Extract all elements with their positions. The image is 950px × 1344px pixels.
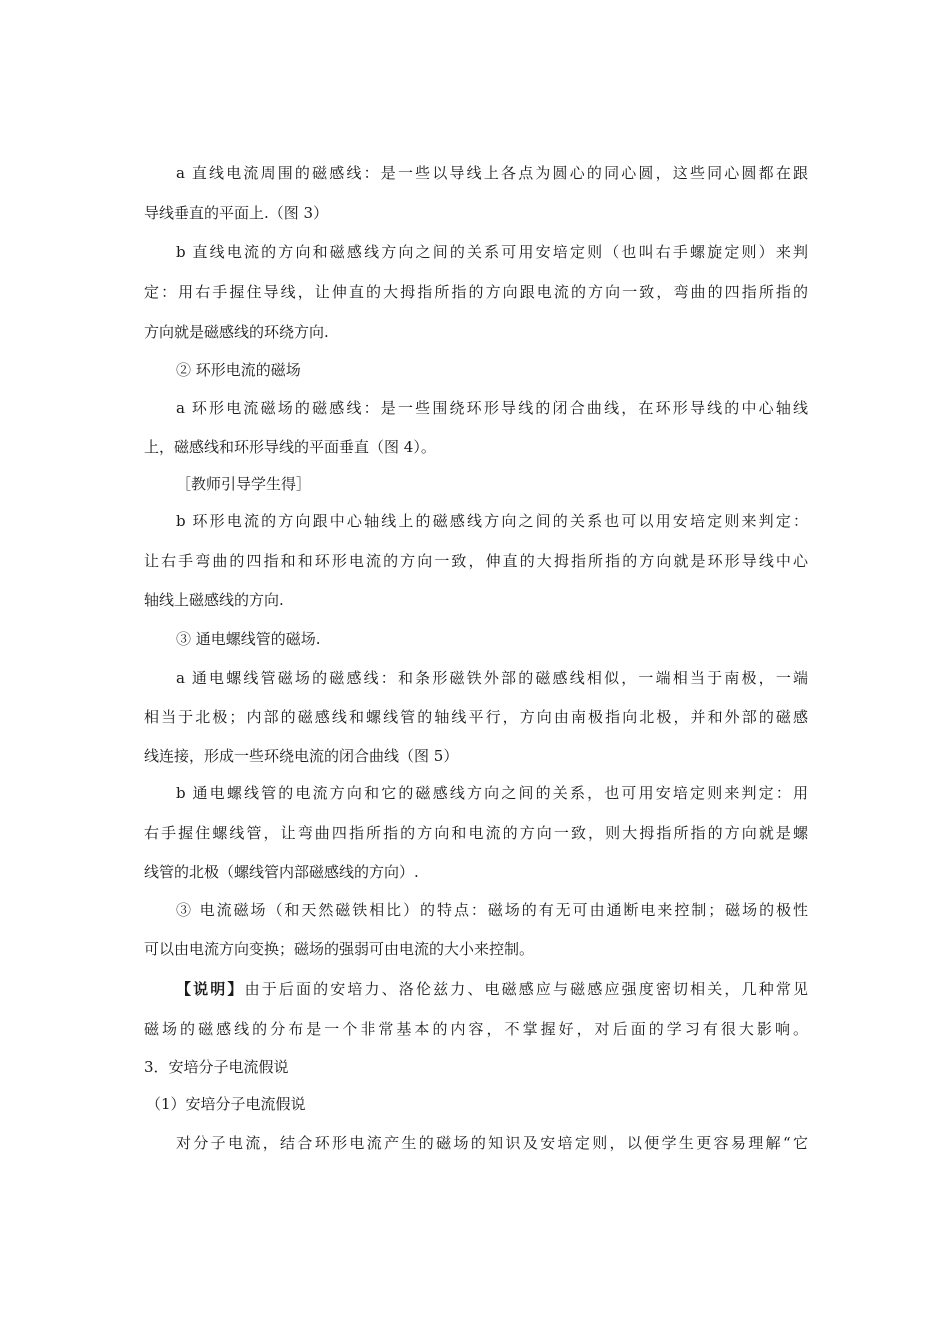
paragraph-line: 让右手弯曲的四指和和环形电流的方向一致，伸直的大拇指所指的方向就是环形导线中心 <box>144 552 808 570</box>
paragraph-line: 线管的北极（螺线管内部磁感线的方向）. <box>144 863 419 881</box>
paragraph-line: 相当于北极；内部的磁感线和螺线管的轴线平行，方向由南极指向北极，并和外部的磁感 <box>144 708 808 726</box>
paragraph-line: 上，磁感线和环形导线的平面垂直（图 4）。 <box>144 438 436 456</box>
paragraph-line: 方向就是磁感线的环绕方向. <box>144 323 329 341</box>
paragraph-line: 磁场的磁感线的分布是一个非常基本的内容，不掌握好，对后面的学习有很大影响。 <box>144 1020 808 1038</box>
section-heading: 3．安培分子电流假说 <box>144 1058 289 1076</box>
note-label: 【说明】 <box>176 980 245 998</box>
paragraph-line: b 通电螺线管的电流方向和它的磁感线方向之间的关系，也可用安培定则来判定：用 <box>176 784 808 802</box>
paragraph-line: ③ 电流磁场（和天然磁铁相比）的特点：磁场的有无可由通断电来控制；磁场的极性 <box>176 901 808 919</box>
paragraph-line: 线连接，形成一些环绕电流的闭合曲线（图 5） <box>144 747 459 765</box>
paragraph-line: 可以由电流方向变换；磁场的强弱可由电流的大小来控制。 <box>144 940 535 958</box>
paragraph-line: a 通电螺线管磁场的磁感线：和条形磁铁外部的磁感线相似，一端相当于南极，一端 <box>176 669 808 687</box>
paragraph-line: 导线垂直的平面上.（图 3） <box>144 204 329 222</box>
paragraph-line: 定：用右手握住导线，让伸直的大拇指所指的方向跟电流的方向一致，弯曲的四指所指的 <box>144 283 808 301</box>
note-paragraph <box>176 979 808 999</box>
subsection-heading: （1）安培分子电流假说 <box>146 1095 306 1113</box>
paragraph-line: 对分子电流，结合环形电流产生的磁场的知识及安培定则，以便学生更容易理解“它 <box>176 1134 808 1152</box>
teacher-note: ［教师引导学生得］ <box>176 475 312 493</box>
paragraph-line: b 环形电流的方向跟中心轴线上的磁感线方向之间的关系也可以用安培定则来判定： <box>176 512 808 530</box>
paragraph-line: b 直线电流的方向和磁感线方向之间的关系可用安培定则（也叫右手螺旋定则）来判 <box>176 243 808 261</box>
paragraph-line: a 环形电流磁场的磁感线：是一些围绕环形导线的闭合曲线，在环形导线的中心轴线 <box>176 399 808 417</box>
note-text: 由于后面的安培力、洛伦兹力、电磁感应与磁感应强度密切相关，几种常见 <box>244 980 808 998</box>
paragraph-line: 右手握住螺线管，让弯曲四指所指的方向和电流的方向一致，则大拇指所指的方向就是螺 <box>144 824 808 842</box>
section-heading: ② 环形电流的磁场 <box>176 361 301 379</box>
paragraph-line: a 直线电流周围的磁感线：是一些以导线上各点为圆心的同心圆，这些同心圆都在跟 <box>176 164 808 182</box>
section-heading: ③ 通电螺线管的磁场. <box>176 630 321 648</box>
paragraph-line: 轴线上磁感线的方向. <box>144 591 284 609</box>
